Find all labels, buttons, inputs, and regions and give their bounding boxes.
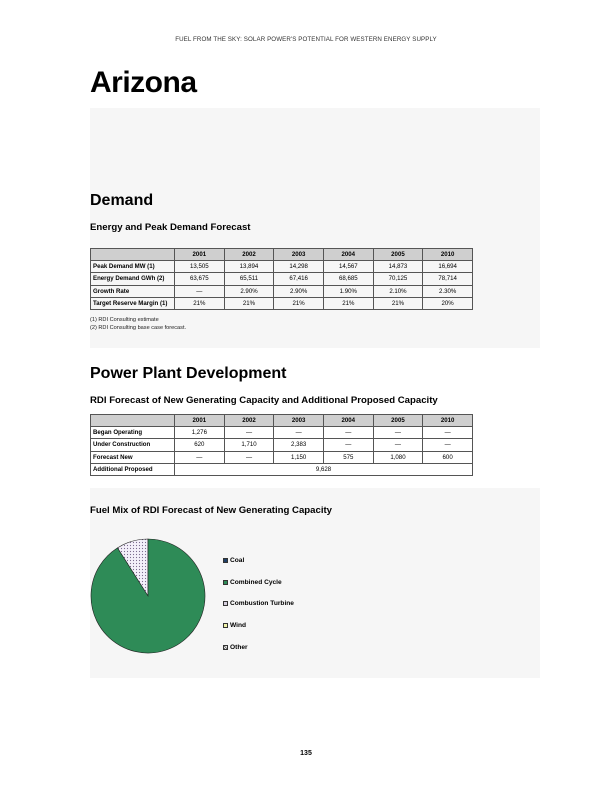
demand-heading: Demand xyxy=(90,192,154,209)
legend-swatch-combustion-turbine xyxy=(223,601,228,606)
legend-swatch-other xyxy=(223,645,228,650)
row-label: Peak Demand MW (1) xyxy=(91,261,175,273)
column-header: 2001 xyxy=(175,415,225,427)
table-cell-merged: 9,628 xyxy=(175,463,473,475)
running-header: FUEL FROM THE SKY: SOLAR POWER'S POTENTIAL FOR WESTERN ENERGY SUPPLY xyxy=(175,36,437,43)
row-label: Under Construction xyxy=(91,439,175,451)
row-label: Forecast New xyxy=(91,451,175,463)
table-cell: 2,383 xyxy=(274,439,324,451)
table-cell: 14,298 xyxy=(274,261,324,273)
table-cell: — xyxy=(224,427,274,439)
table-row xyxy=(91,427,473,439)
column-header: 2004 xyxy=(323,415,373,427)
table-cell: 67,416 xyxy=(274,273,324,285)
fuel-mix-title: Fuel Mix of RDI Forecast of New Generating Capacity xyxy=(90,505,333,516)
table-cell: — xyxy=(373,439,423,451)
table-cell: 1.90% xyxy=(323,285,373,297)
power-heading: Power Plant Development xyxy=(90,365,287,382)
table-row xyxy=(91,285,473,297)
table-cell: 1,276 xyxy=(175,427,225,439)
table-cell: 2.30% xyxy=(423,285,473,297)
table-row xyxy=(91,439,473,451)
column-header: 2003 xyxy=(274,249,324,261)
column-header-blank xyxy=(91,415,175,427)
column-header: 2002 xyxy=(224,249,274,261)
column-header-blank xyxy=(91,249,175,261)
capacity-table xyxy=(90,414,473,476)
table-row-additional xyxy=(91,463,473,475)
column-header: 2002 xyxy=(224,415,274,427)
table-cell: — xyxy=(175,285,225,297)
legend-swatch-coal xyxy=(223,558,228,563)
power-table-title: RDI Forecast of New Generating Capacity and Additional Proposed Capacity xyxy=(90,395,438,406)
legend-item-combined-cycle xyxy=(223,572,294,594)
column-header: 2010 xyxy=(423,249,473,261)
table-cell: — xyxy=(323,439,373,451)
row-label: Began Operating xyxy=(91,427,175,439)
legend-item-coal xyxy=(223,550,294,572)
table-cell: 575 xyxy=(323,451,373,463)
column-header: 2005 xyxy=(373,249,423,261)
table-cell: 13,894 xyxy=(224,261,274,273)
row-label: Target Reserve Margin (1) xyxy=(91,297,175,309)
table-cell: 13,505 xyxy=(175,261,225,273)
table-cell: — xyxy=(373,427,423,439)
legend-label: Combustion Turbine xyxy=(230,600,294,608)
legend-label: Combined Cycle xyxy=(230,578,282,586)
column-header: 2010 xyxy=(423,415,473,427)
table-cell: 21% xyxy=(175,297,225,309)
table-cell: 1,080 xyxy=(373,451,423,463)
legend-item-combustion-turbine xyxy=(223,593,294,615)
row-label: Additional Proposed xyxy=(91,463,175,475)
column-header: 2004 xyxy=(323,249,373,261)
table-cell: 2.10% xyxy=(373,285,423,297)
page-number: 135 xyxy=(300,750,312,757)
table-row xyxy=(91,297,473,309)
legend-label: Other xyxy=(230,643,248,651)
legend-label: Coal xyxy=(230,557,245,565)
table-cell: 2.90% xyxy=(274,285,324,297)
table-cell: 600 xyxy=(423,451,473,463)
table-cell: — xyxy=(224,451,274,463)
table-row xyxy=(91,451,473,463)
row-label: Growth Rate xyxy=(91,285,175,297)
demand-notes xyxy=(90,316,186,332)
legend-item-other xyxy=(223,636,294,658)
column-header: 2005 xyxy=(373,415,423,427)
table-header-row xyxy=(91,415,473,427)
table-cell: — xyxy=(274,427,324,439)
table-cell: — xyxy=(423,439,473,451)
row-label: Energy Demand GWh (2) xyxy=(91,273,175,285)
table-cell: 63,675 xyxy=(175,273,225,285)
column-header: 2003 xyxy=(274,415,324,427)
legend-item-wind xyxy=(223,615,294,637)
table-cell: 1,710 xyxy=(224,439,274,451)
legend-label: Wind xyxy=(230,622,247,630)
footnote: (2) RDI Consulting base case forecast. xyxy=(90,325,187,331)
demand-table-title: Energy and Peak Demand Forecast xyxy=(90,222,251,233)
table-row xyxy=(91,273,473,285)
table-cell: 70,125 xyxy=(373,273,423,285)
table-cell: 620 xyxy=(175,439,225,451)
table-header-row xyxy=(91,249,473,261)
demand-table xyxy=(90,248,473,310)
table-cell: 20% xyxy=(423,297,473,309)
table-cell: 16,694 xyxy=(423,261,473,273)
legend-swatch-wind xyxy=(223,623,228,628)
legend-swatch-combined-cycle xyxy=(223,580,228,585)
table-cell: 14,873 xyxy=(373,261,423,273)
table-cell: 21% xyxy=(373,297,423,309)
table-row xyxy=(91,261,473,273)
fuel-mix-legend xyxy=(223,550,294,658)
table-cell: 21% xyxy=(224,297,274,309)
table-cell: 14,567 xyxy=(323,261,373,273)
column-header: 2001 xyxy=(175,249,225,261)
pie-slice-combined-cycle xyxy=(91,539,205,653)
table-cell: 21% xyxy=(323,297,373,309)
table-cell: 65,511 xyxy=(224,273,274,285)
table-cell: 21% xyxy=(274,297,324,309)
table-cell: — xyxy=(323,427,373,439)
table-cell: 2.90% xyxy=(224,285,274,297)
table-cell: — xyxy=(175,451,225,463)
table-cell: — xyxy=(423,427,473,439)
fuel-mix-pie-chart xyxy=(90,538,210,658)
footnote: (1) RDI Consulting estimate xyxy=(90,317,159,323)
table-cell: 78,714 xyxy=(423,273,473,285)
page-title: Arizona xyxy=(90,66,197,99)
table-cell: 68,685 xyxy=(323,273,373,285)
table-cell: 1,150 xyxy=(274,451,324,463)
